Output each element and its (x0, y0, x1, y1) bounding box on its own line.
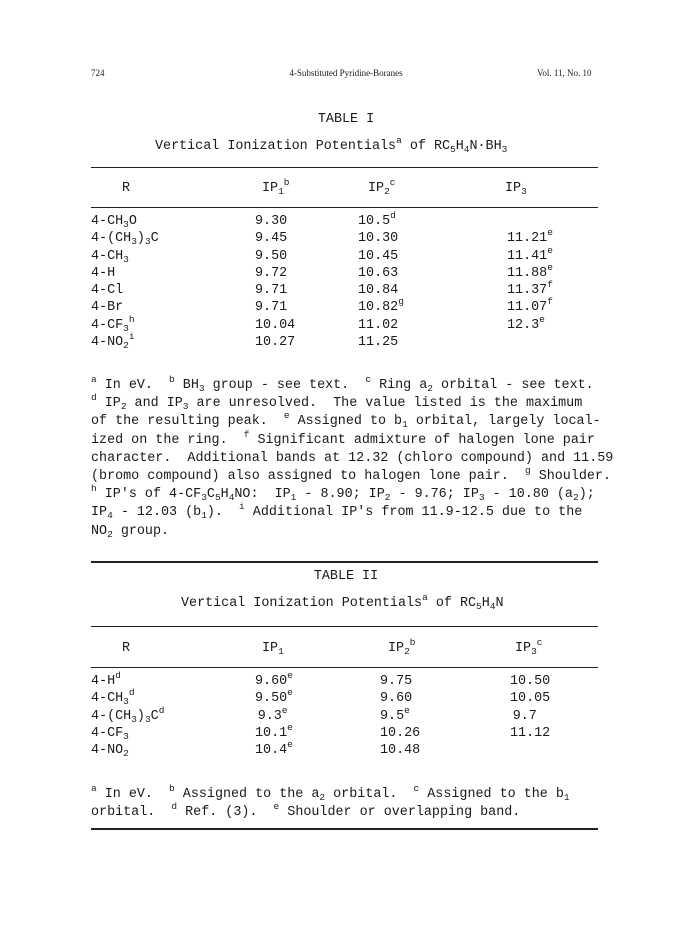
table-row (91, 249, 553, 266)
table-row (91, 300, 553, 317)
ip1-cell: 9.72 (255, 265, 288, 281)
table-row (91, 709, 550, 726)
r-cell: 4-Br (91, 300, 124, 316)
ip3-cell: 12.3e (507, 313, 545, 333)
r-cell: $4-CH_3O$ (91, 214, 137, 230)
table2-col-ip1: $IP_1$ (262, 641, 284, 657)
table-row (91, 726, 550, 743)
ip3-cell: 9.7 (512, 708, 537, 724)
ip3-cell (507, 214, 553, 231)
ip3-cell: 11.07$^f$ (507, 296, 553, 316)
r-cell: $4-CH_3$ (91, 248, 129, 265)
ip2-cell: 11.25 (358, 335, 399, 351)
r-cell: 4-H (91, 265, 116, 281)
table2-label: TABLE II (313, 569, 379, 584)
ip3-cell: 11.41e (507, 244, 553, 264)
table2-col-r: R (122, 641, 131, 656)
r-cell: $4-CH_3^d$ (91, 687, 135, 708)
ip2-cell: 10.48 (380, 743, 421, 759)
table2-top-rule (91, 626, 598, 627)
r-cell: $4-CF_3^h$ (91, 313, 135, 334)
table1-top-rule (91, 167, 598, 168)
table2-body (91, 670, 551, 760)
table1-caption: Vertical Ionization Potentials$^a$ of $RC_5H_4N\cdot BH_3$ (155, 135, 508, 155)
ip2-cell: 10.84 (358, 283, 399, 299)
ip1-cell: 10.1e (255, 721, 293, 741)
r-cell: $4-H^d$ (91, 670, 121, 689)
ip2-cell: 9.5e (380, 704, 410, 724)
table-row (91, 214, 553, 231)
table2-bottom-rule (91, 828, 598, 830)
table-row (91, 674, 550, 691)
ip3-cell (510, 743, 550, 760)
ip1-cell: 9.60e (255, 670, 293, 689)
table2-footnotes: $^a$ In eV. $^b$ Assigned to the $a_2$ orbital. $^c$ Assigned to the $b_1$ orbital. $^d$ Ref. (3). $^e$ Shoulder or overlapping band. (91, 783, 570, 821)
r-cell: $4-(CH_3)_3C$ (91, 231, 159, 248)
table2-caption: Vertical Ionization Potentials$^a$ of $RC_5H_4N$ (181, 592, 504, 612)
table-row (91, 283, 553, 300)
ip1-cell: 9.50 (255, 248, 288, 264)
table1-col-r: R (122, 181, 131, 196)
r-cell: $4-(CH_3)_3C^d$ (91, 704, 165, 725)
table-row (91, 318, 553, 335)
table1-footnotes: $^a$ In eV. $^b$ $BH_3$ group - see text. $^c$ Ring $a_2$ orbital - see text. $^d$ $IP_2$ and $IP_3$ are unresolved. The value listed is the maximum of the resulting peak. $^e$ Assigned to $b_1$ orbital, largely local- ized on the ring. $^f$ Significant admixture of halogen lone pair character. Additional bands at 12.32 (chloro compound) and 11.59 (bromo compound) also assigned to halogen lone pair. $^g$ Shoulder. $^h$ IP's of $4-CF_3C_5H_4NO$: $IP_1 - 8.90$; $IP_2 - 9.76$; $IP_3 - 10.80$ $(a_2)$; $IP_4 - 12.03$ $(b_1)$. $^i$ Additional IP's from 11.9-12.5 due to the $NO_2$ group. (91, 374, 614, 540)
table1-bottom-rule (91, 561, 598, 563)
r-cell: 4-Cl (91, 283, 124, 299)
r-cell: $4-CF_3$ (91, 725, 129, 742)
table1-col-ip2: $IP_2^c$ (368, 177, 396, 197)
ip3-cell: 10.50 (510, 674, 551, 689)
table2-col-ip2: $IP_2^b$ (388, 637, 416, 657)
ip1-cell: 10.4e (255, 739, 293, 759)
table2-col-ip3: $IP_3^c$ (515, 637, 543, 657)
ip1-cell: 10.04 (255, 317, 296, 333)
ip3-cell (507, 335, 553, 352)
ip1-cell: 9.71 (255, 283, 288, 299)
table-row (91, 266, 553, 283)
table-row (91, 743, 550, 760)
ip2-cell: 10.30 (358, 231, 399, 247)
table1-label: TABLE I (317, 112, 375, 127)
page-number: 724 (91, 68, 105, 78)
ip3-cell: 10.05 (510, 691, 551, 707)
r-cell: $4-NO_2$ (91, 743, 129, 760)
ip2-cell: 10.26 (380, 725, 421, 741)
table1-col-ip1: $IP_1^b$ (262, 177, 290, 197)
ip3-cell: 11.12 (510, 725, 551, 741)
table1-col-ip3: $IP_3$ (505, 181, 527, 197)
table1-body (91, 210, 553, 352)
ip2-cell: 10.5$^d$ (358, 210, 396, 229)
volume-info: Vol. 11, No. 10 (537, 68, 592, 78)
ip2-cell: 10.63 (358, 265, 399, 281)
ip1-cell: 9.30 (255, 214, 288, 229)
ip1-cell: 9.45 (255, 231, 288, 247)
ip1-cell: 10.27 (255, 335, 296, 351)
ip3-cell: 11.88e (507, 261, 553, 281)
ip2-cell: 11.02 (358, 317, 399, 333)
ip2-cell: 10.82$^g$ (358, 296, 404, 316)
ip1-cell: 9.71 (255, 300, 288, 316)
ip1-cell: 9.50e (255, 687, 293, 707)
table2-header-rule (91, 667, 598, 668)
ip3-cell: 11.37$^f$ (507, 279, 553, 299)
ip2-cell: 10.45 (358, 248, 399, 264)
table-row (91, 335, 553, 352)
ip1-cell: 9.3e (257, 704, 288, 724)
table1-header-rule (91, 207, 598, 208)
running-title: 4-Substituted Pyridine-Boranes (289, 68, 403, 78)
ip2-cell: 9.75 (380, 674, 413, 689)
r-cell: $4-NO_2^i$ (91, 331, 135, 352)
table-row (91, 231, 553, 248)
ip3-cell: 11.21e (507, 227, 553, 247)
ip2-cell: 9.60 (380, 691, 413, 707)
